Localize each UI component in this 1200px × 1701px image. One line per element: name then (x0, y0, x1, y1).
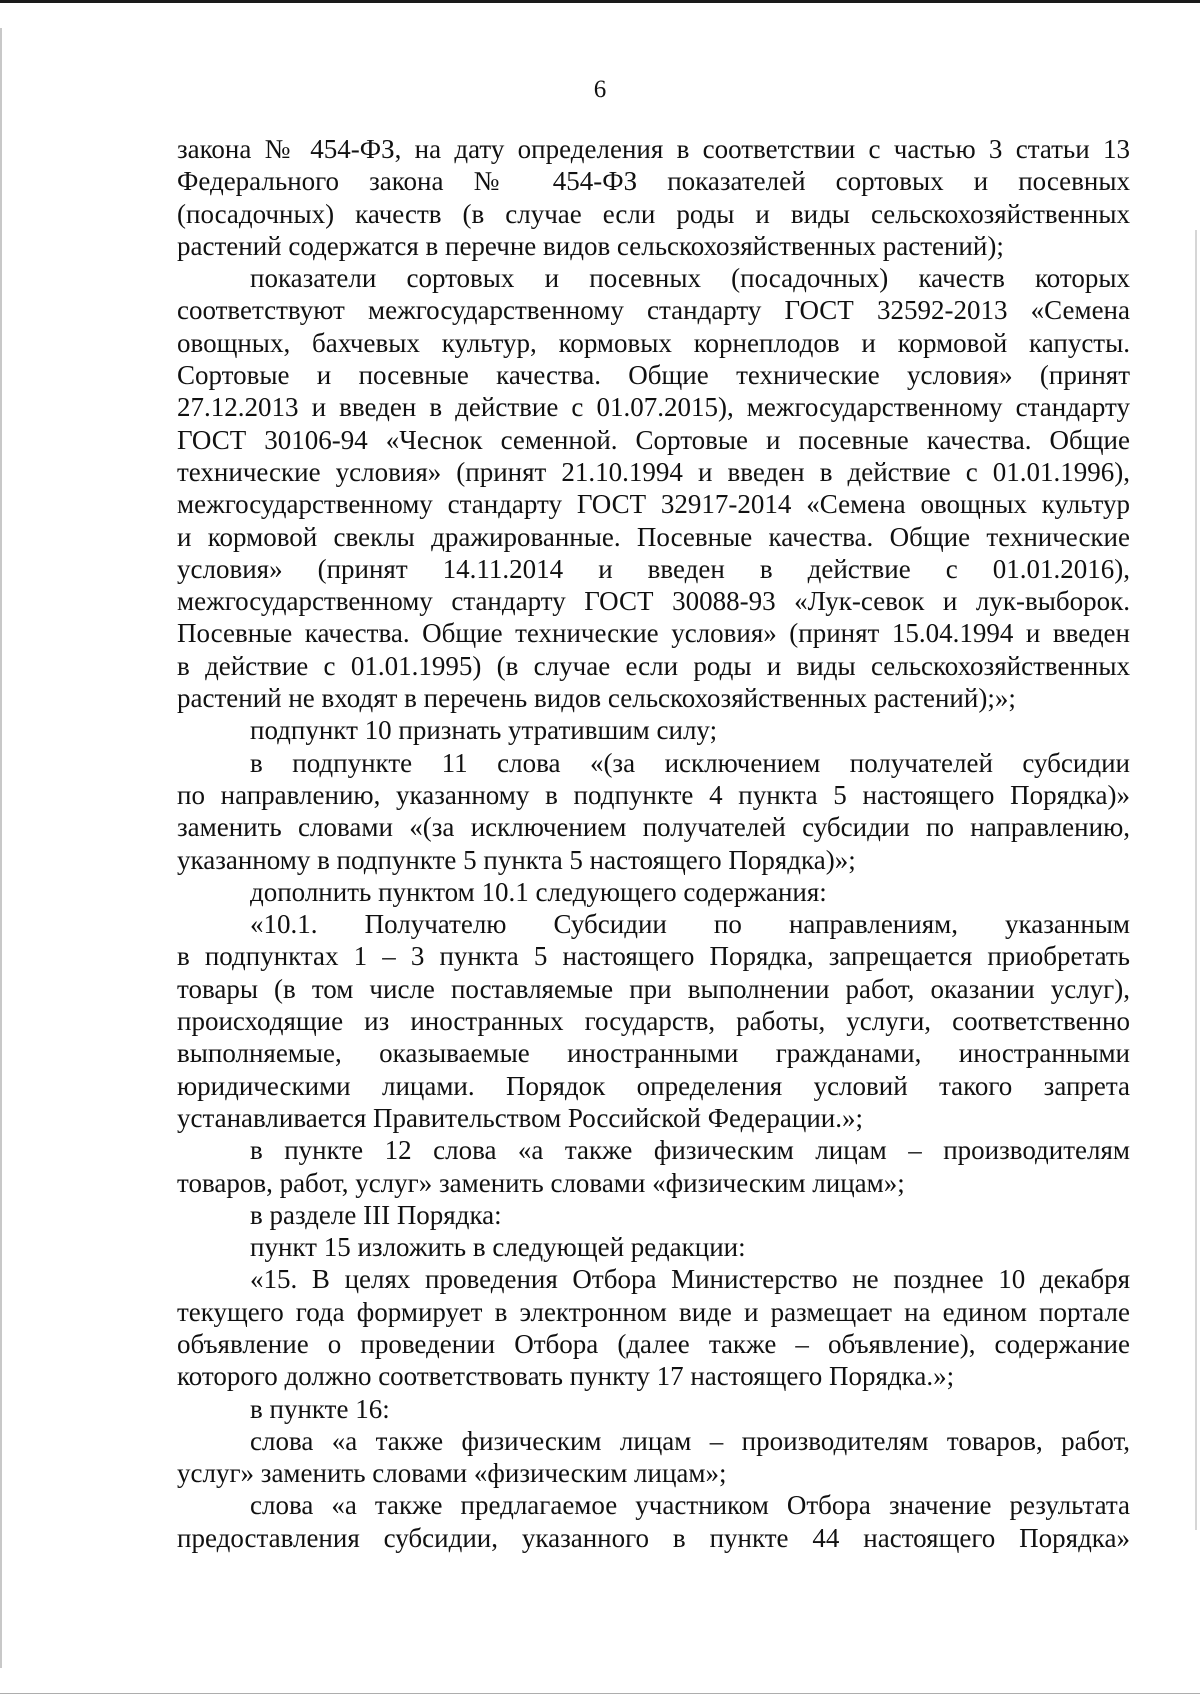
text-line: Посевные качества. Общие технические условия» (принят 15.04.1994 и введен (177, 618, 1130, 649)
text-line: (посадочных) качеств (в случае если роды и виды сельскохозяйственных (177, 198, 1130, 229)
text-line: закона № 454-ФЗ, на дату определения в соответствии с частью 3 статьи 13 (177, 134, 1130, 164)
text-line: в пункте 16: (250, 1393, 390, 1424)
text-line: в подпункте 11 слова «(за исключением получателей субсидии (250, 747, 1130, 778)
text-line: происходящие из иностранных государств, работы, услуги, соответственно (177, 1006, 1130, 1037)
text-line: заменить словами «(за исключением получателей субсидии по направлению, (177, 812, 1130, 843)
document-body (177, 133, 1130, 1554)
scan-right-edge (1195, 230, 1197, 1530)
text-line: которого должно соответствовать пункту 17 настоящего Порядка.»; (177, 1361, 955, 1392)
text-line: «10.1. Получателю Субсидии по направлениям, указанным (250, 909, 1130, 940)
scan-bottom-edge (0, 1693, 1200, 1694)
text-line: соответствуют межгосударственному стандарту ГОСТ 32592-2013 «Семена (177, 295, 1130, 326)
text-line: межгосударственному стандарту ГОСТ 32917-2014 «Семена овощных культур (177, 489, 1130, 520)
text-line: ГОСТ 30106-94 «Чеснок семенной. Сортовые и посевные качества. Общие (177, 424, 1130, 455)
text-line: межгосударственному стандарту ГОСТ 30088-93 «Лук-севок и лук-выборок. (177, 586, 1130, 617)
text-line: выполняемые, оказываемые иностранными гражданами, иностранными (177, 1038, 1130, 1069)
text-line: юридическими лицами. Порядок определения условий такого запрета (177, 1070, 1130, 1101)
text-line: показатели сортовых и посевных (посадочных) качеств которых (250, 263, 1130, 294)
scan-left-edge (0, 28, 2, 1668)
text-line: в разделе III Порядка: (250, 1199, 502, 1230)
text-line: товары (в том числе поставляемые при выполнении работ, оказании услуг), (177, 973, 1130, 1004)
text-line: Федерального закона № 454-ФЗ показателей сортовых и посевных (177, 166, 1130, 197)
text-line: «15. В целях проведения Отбора Министерство не позднее 10 декабря (250, 1264, 1130, 1295)
text-line: растений не входят в перечень видов сельскохозяйственных растений);»; (177, 683, 1016, 714)
text-line: объявление о проведении Отбора (далее также – объявление), содержание (177, 1328, 1130, 1359)
text-line: в пункте 12 слова «а также физическим лицам – производителям (250, 1135, 1130, 1166)
text-line: Сортовые и посевные качества. Общие технические условия» (принят (177, 360, 1130, 391)
text-line: дополнить пунктом 10.1 следующего содержания: (250, 876, 827, 907)
text-line: и кормовой свеклы дражированные. Посевные качества. Общие технические (177, 521, 1130, 552)
scan-top-edge (0, 0, 1200, 3)
text-line: подпункт 10 признать утратившим силу; (250, 715, 718, 746)
text-line: предоставления субсидии, указанного в пункте 44 настоящего Порядка» (177, 1522, 1130, 1553)
text-line: условия» (принят 14.11.2014 и введен в действие с 01.01.2016), (177, 553, 1130, 584)
text-line: слова «а также физическим лицам – производителям товаров, работ, (250, 1425, 1130, 1456)
text-line: в действие с 01.01.1995) (в случае если роды и виды сельскохозяйственных (177, 650, 1130, 681)
text-line: в подпунктах 1 – 3 пункта 5 настоящего Порядка, запрещается приобретать (177, 941, 1130, 972)
text-line: слова «а также предлагаемое участником Отбора значение результата (250, 1490, 1130, 1521)
text-line: текущего года формирует в электронном виде и размещает на едином портале (177, 1296, 1130, 1327)
text-line: технические условия» (принят 21.10.1994 и введен в действие с 01.01.1996), (177, 456, 1130, 487)
text-line: овощных, бахчевых культур, кормовых корнеплодов и кормовой капусты. (177, 327, 1130, 358)
text-line: по направлению, указанному в подпункте 4 пункта 5 настоящего Порядка)» (177, 779, 1130, 810)
text-line: растений содержатся в перечне видов сельскохозяйственных растений); (177, 230, 1004, 261)
text-line: пункт 15 изложить в следующей редакции: (250, 1232, 746, 1263)
text-line: товаров, работ, услуг» заменить словами «физическим лицам»; (177, 1167, 905, 1198)
page-number: 6 (593, 76, 607, 103)
text-line: услуг» заменить словами «физическим лицам»; (177, 1458, 727, 1489)
text-line: 27.12.2013 и введен в действие с 01.07.2015), межгосударственному стандарту (177, 392, 1130, 423)
text-line: указанному в подпункте 5 пункта 5 настоящего Порядка)»; (177, 844, 856, 875)
text-line: устанавливается Правительством Российской Федерации.»; (177, 1102, 863, 1133)
